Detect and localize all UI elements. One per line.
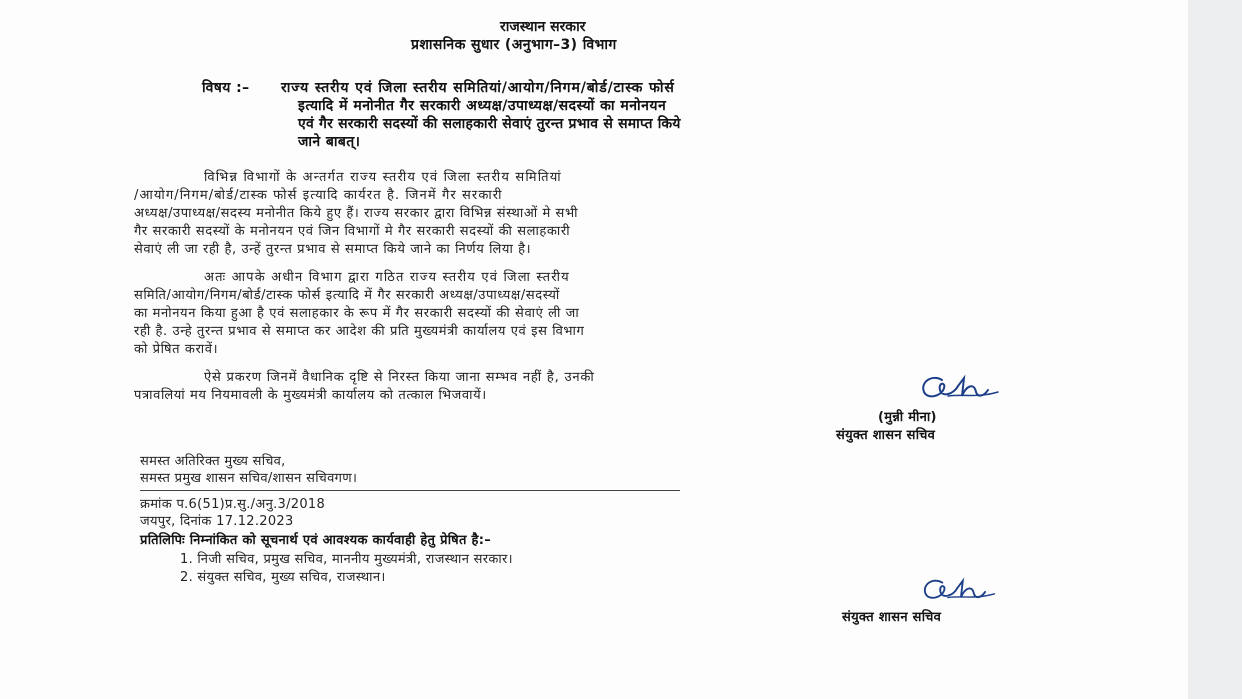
subject-line: जाने बाबत्। bbox=[298, 134, 361, 150]
paragraph-1-line: गैर सरकारी सदस्यों के मनोनयन एवं जिन विभागों मे गैर सरकारी सदस्यों की सलाहकारी bbox=[134, 224, 571, 239]
divider-line bbox=[140, 490, 680, 491]
government-heading: राजस्थान सरकार bbox=[500, 19, 586, 35]
reference-place-date: जयपुर, दिनांक 17.12.2023 bbox=[140, 514, 294, 529]
copy-signatory-designation: संयुक्त शासन सचिव bbox=[842, 610, 942, 625]
signature-mark bbox=[918, 372, 1004, 406]
copy-item: 1. निजी सचिव, प्रमुख सचिव, माननीय मुख्यमंत्री, राजस्थान सरकार। bbox=[180, 552, 513, 567]
signature-mark bbox=[920, 575, 1000, 607]
paragraph-1-line: अध्यक्ष/उपाध्यक्ष/सदस्य मनोनीत किये हुए हैं। राज्य सरकार द्वारा विभिन्न संस्थाओं मे सभी bbox=[134, 206, 579, 221]
addressee-line: समस्त प्रमुख शासन सचिव/शासन सचिवगण। bbox=[140, 471, 358, 486]
viewer-side-panel bbox=[1188, 0, 1242, 699]
paragraph-1-line: /आयोग/निगम/बोर्ड/टास्क फोर्स इत्यादि कार्यरत है. जिनमें गैर सरकारी bbox=[134, 188, 503, 203]
signatory-name: (मुन्नी मीना) bbox=[878, 410, 937, 425]
paragraph-2-line: अतः आपके अधीन विभाग द्वारा गठित राज्य स्तरीय एवं जिला स्तरीय bbox=[204, 270, 570, 285]
copy-heading: प्रतिलिपिः निम्नांकित को सूचनार्थ एवं आवश्यक कार्यवाही हेतु प्रेषित है:– bbox=[140, 533, 491, 548]
paragraph-2-line: को प्रेषित करावें। bbox=[134, 342, 219, 357]
paragraph-3-line: पत्रावलियां मय नियमावली के मुख्यमंत्री कार्यालय को तत्काल भिजवायें। bbox=[134, 388, 487, 403]
addressee-line: समस्त अतिरिक्त मुख्य सचिव, bbox=[140, 454, 286, 469]
paragraph-3-line: ऐसे प्रकरण जिनमें वैधानिक दृष्टि से निरस्त किया जाना सम्भव नहीं है, उनकी bbox=[204, 370, 595, 385]
subject-label: विषय :– bbox=[202, 80, 250, 96]
paragraph-2-line: समिति/आयोग/निगम/बोर्ड/टास्क फोर्स इत्यादि में गैर सरकारी अध्यक्ष/उपाध्यक्ष/सदस्यों bbox=[134, 288, 560, 303]
paragraph-2-line: रही है. उन्हे तुरन्त प्रभाव से समाप्त कर आदेश की प्रति मुख्यमंत्री कार्यालय एवं इस विभाग bbox=[134, 324, 585, 339]
reference-number: क्रमांक प.6(51)प्र.सु./अनु.3/2018 bbox=[140, 497, 326, 512]
subject-line: इत्यादि में मनोनीत गैर सरकारी अध्यक्ष/उपाध्यक्ष/सदस्यों का मनोनयन bbox=[298, 98, 667, 114]
paragraph-1-line: विभिन्न विभागों के अन्तर्गत राज्य स्तरीय एवं जिला स्तरीय समितियां bbox=[204, 170, 562, 185]
paragraph-2-line: का मनोनयन किया हुआ है एवं सलाहकार के रूप में गैर सरकारी सदस्यों की सेवाएं ली जा bbox=[134, 306, 580, 321]
paragraph-1-line: सेवाएं ली जा रही है, उन्हें तुरन्त प्रभाव से समाप्त किये जाने का निर्णय लिया है। bbox=[134, 242, 532, 257]
subject-line: राज्य स्तरीय एवं जिला स्तरीय समितियां/आयोग/निगम/बोर्ड/टास्क फोर्स bbox=[281, 80, 675, 96]
department-heading: प्रशासनिक सुधार (अनुभाग–3) विभाग bbox=[411, 37, 617, 53]
copy-item: 2. संयुक्त सचिव, मुख्य सचिव, राजस्थान। bbox=[180, 570, 386, 585]
signatory-designation: संयुक्त शासन सचिव bbox=[836, 428, 936, 443]
subject-line: एवं गैर सरकारी सदस्यों की सलाहकारी सेवाएं तुरन्त प्रभाव से समाप्त किये bbox=[298, 116, 681, 132]
